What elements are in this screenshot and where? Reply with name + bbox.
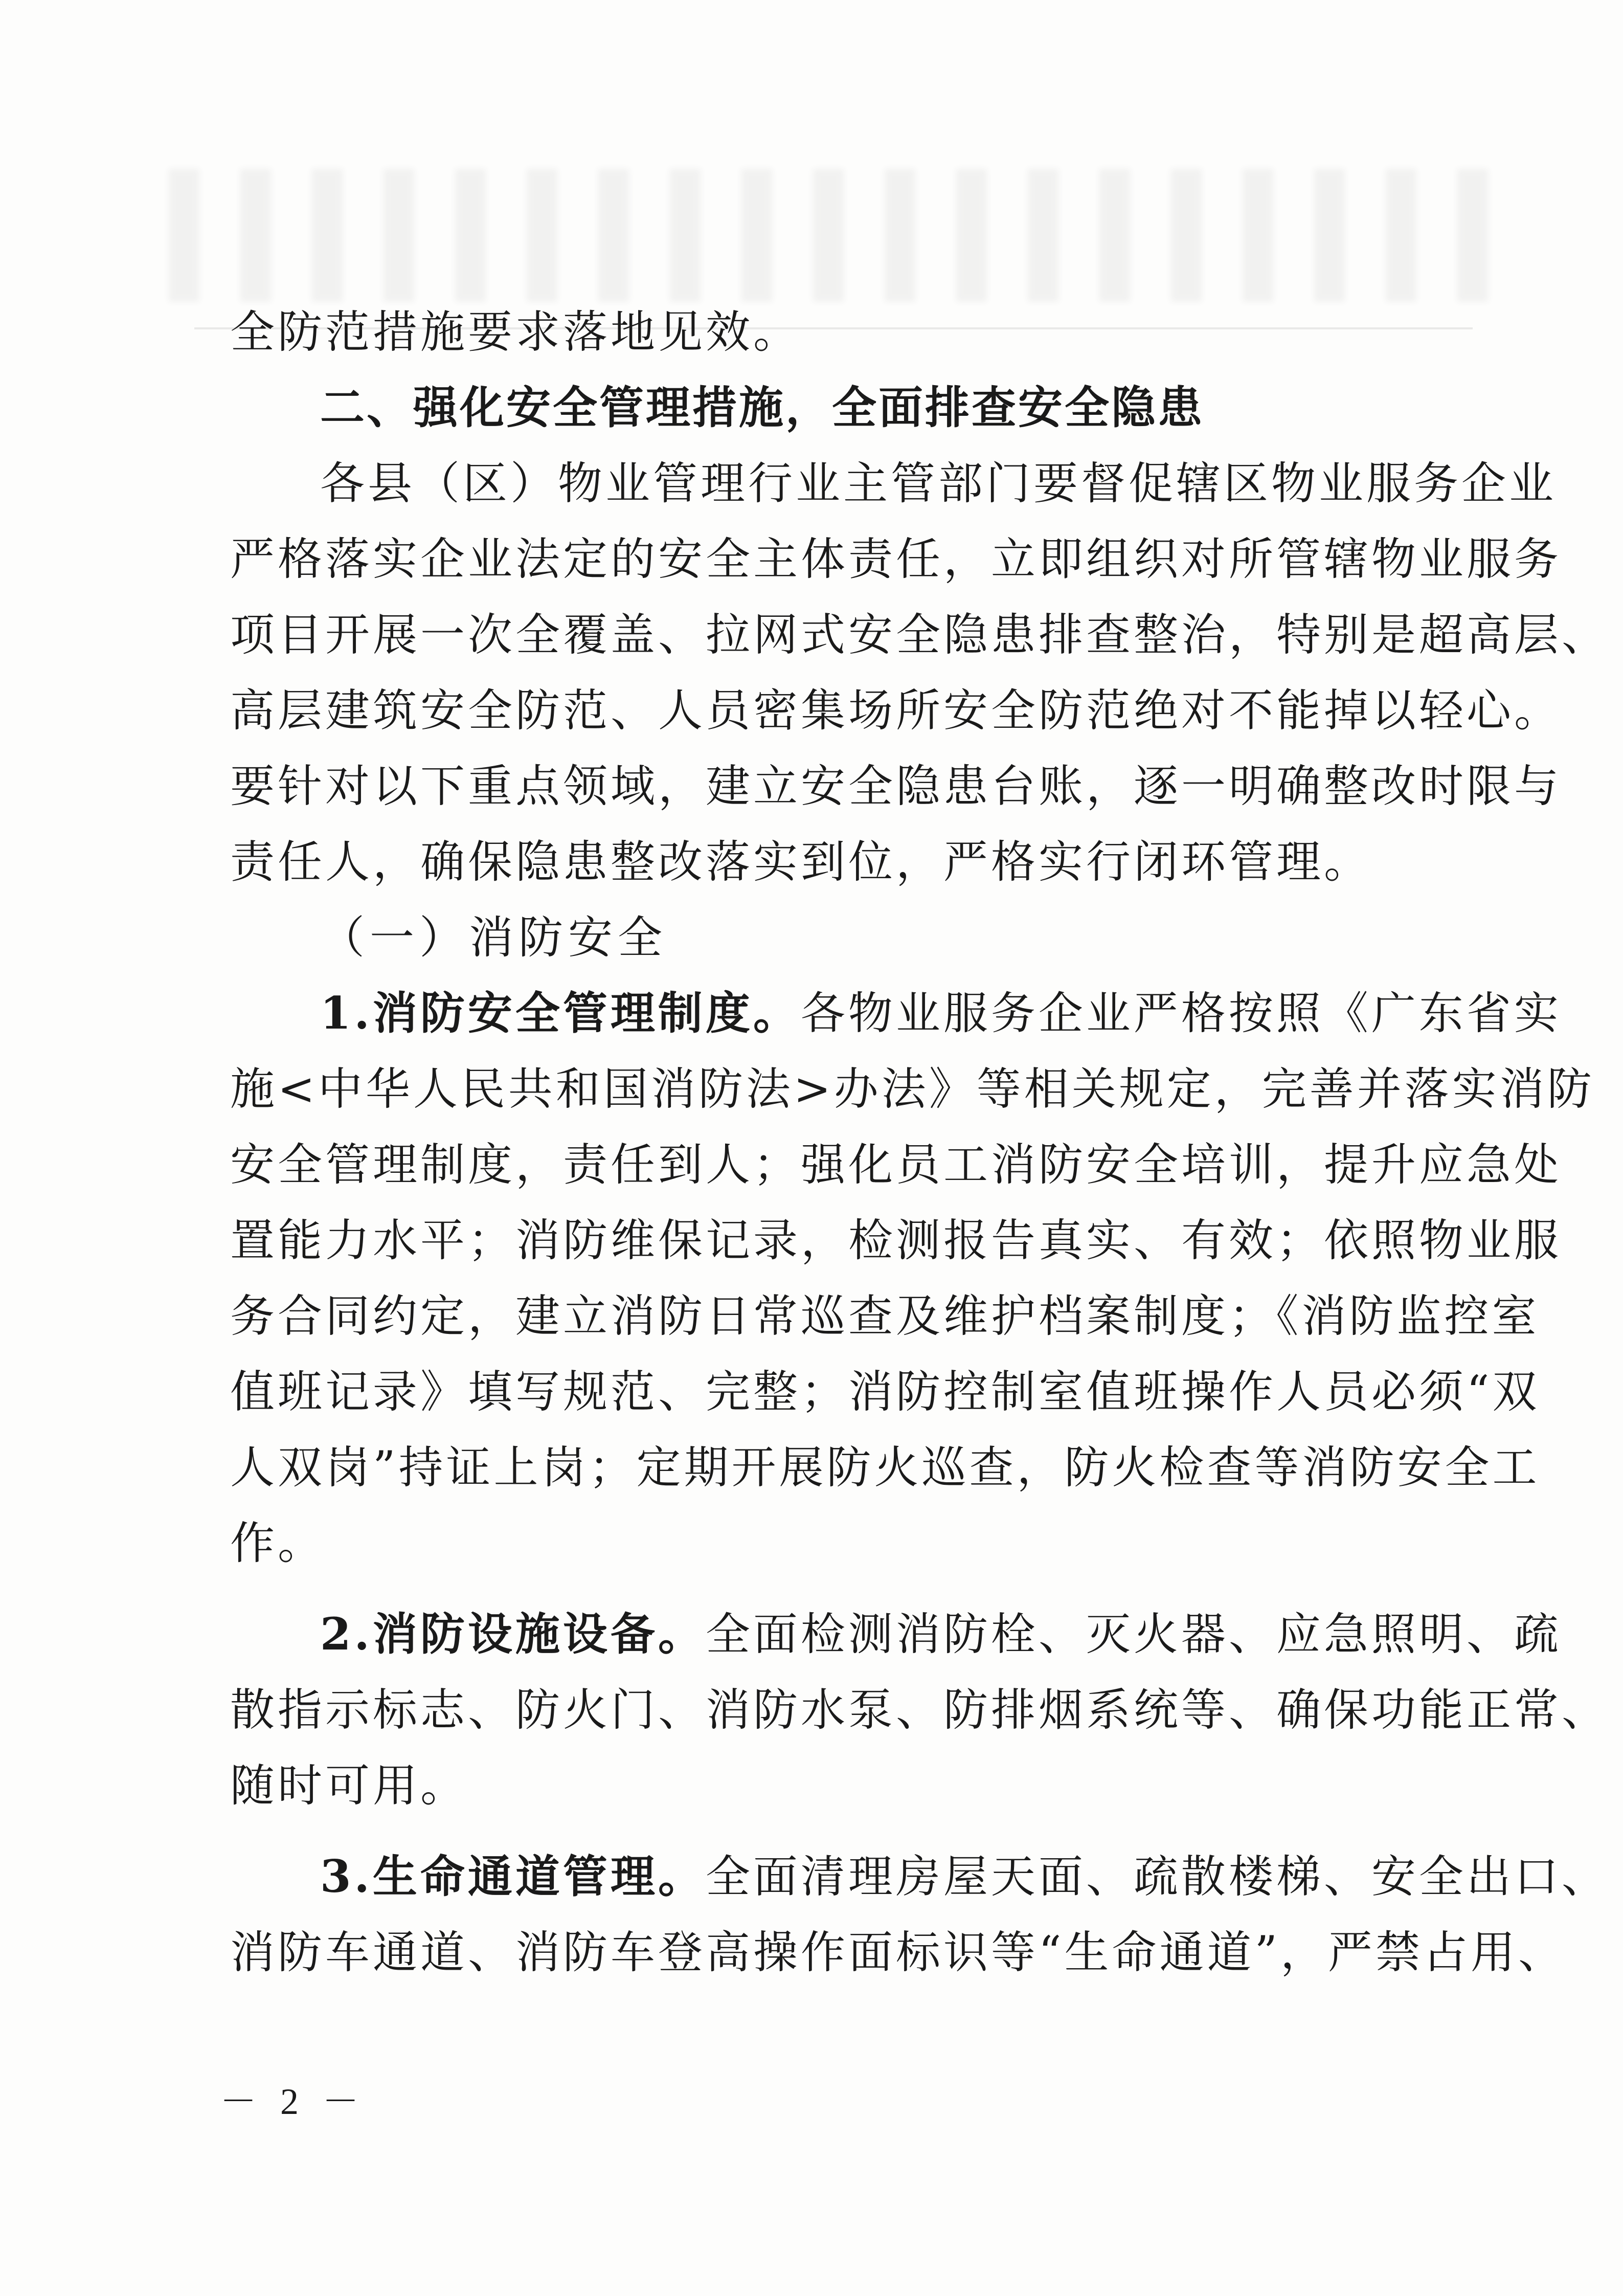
item-line: 消防车通道、消防车登高操作面标识等“生命通道”，严禁占用、 [230, 1926, 1566, 1978]
page-number: － 2 － [220, 2081, 367, 2122]
paragraph-line: 严格落实企业法定的安全主体责任，立即组织对所管辖物业服务 [230, 533, 1562, 585]
item-first-line [230, 975, 1562, 1051]
item-line: 安全管理制度，责任到人；强化员工消防安全培训，提升应急处 [230, 1139, 1562, 1191]
scan-bleed-through [169, 169, 1498, 302]
item-fire-facilities [230, 1596, 1609, 1823]
document-body [230, 294, 1609, 1990]
item-line: 务合同约定，建立消防日常巡查及维护档案制度；《消防监控室 [230, 1290, 1540, 1342]
subsection-heading: （一）消防安全 [320, 911, 667, 964]
item-text: 各物业服务企业严格按照《广东省实 [800, 987, 1562, 1039]
section-paragraph [230, 445, 1609, 900]
item-line: 施<中华人民共和国消防法>办法》等相关规定，完善并落实消防 [230, 1063, 1595, 1115]
item-title: 1.消防安全管理制度。 [320, 987, 801, 1039]
item-text: 全面清理房屋天面、疏散楼梯、安全出口、 [705, 1851, 1609, 1903]
item-line: 置能力水平；消防维保记录，检测报告真实、有效；依照物业服 [230, 1214, 1562, 1266]
item-first-line [230, 1596, 1562, 1672]
paragraph-line: 高层建筑安全防范、人员密集场所安全防范绝对不能掉以轻心。 [230, 684, 1562, 737]
item-title: 3.生命通道管理。 [320, 1850, 706, 1903]
item-fire-management [230, 975, 1595, 1581]
item-line: 随时可用。 [230, 1759, 468, 1812]
item-line: 人双岗”持证上岗；定期开展防火巡查，防火检查等消防安全工 [230, 1441, 1540, 1493]
item-line: 值班记录》填写规范、完整；消防控制室值班操作人员必须“双 [230, 1366, 1540, 1418]
item-line: 作。 [230, 1517, 325, 1569]
paragraph-line: 要针对以下重点领域，建立安全隐患台账，逐一明确整改时限与 [230, 760, 1562, 812]
paragraph-line: 责任人，确保隐患整改落实到位，严格实行闭环管理。 [230, 836, 1371, 888]
item-line: 散指示标志、防火门、消防水泵、防排烟系统等、确保功能正常、 [230, 1684, 1609, 1736]
section-heading: 二、强化安全管理措施，全面排查安全隐患 [320, 382, 1204, 434]
paragraph-line: 项目开展一次全覆盖、拉网式安全隐患排查整治，特别是超高层、 [230, 609, 1609, 661]
paragraph-line: 各县（区）物业管理行业主管部门要督促辖区物业服务企业 [320, 457, 1557, 509]
item-text: 全面检测消防栓、灭火器、应急照明、疏 [705, 1608, 1562, 1660]
continuation-line: 全防范措施要求落地见效。 [230, 306, 801, 358]
item-title: 2.消防设施设备。 [320, 1608, 706, 1660]
item-life-passage [230, 1839, 1609, 1990]
item-first-line [230, 1839, 1609, 1914]
